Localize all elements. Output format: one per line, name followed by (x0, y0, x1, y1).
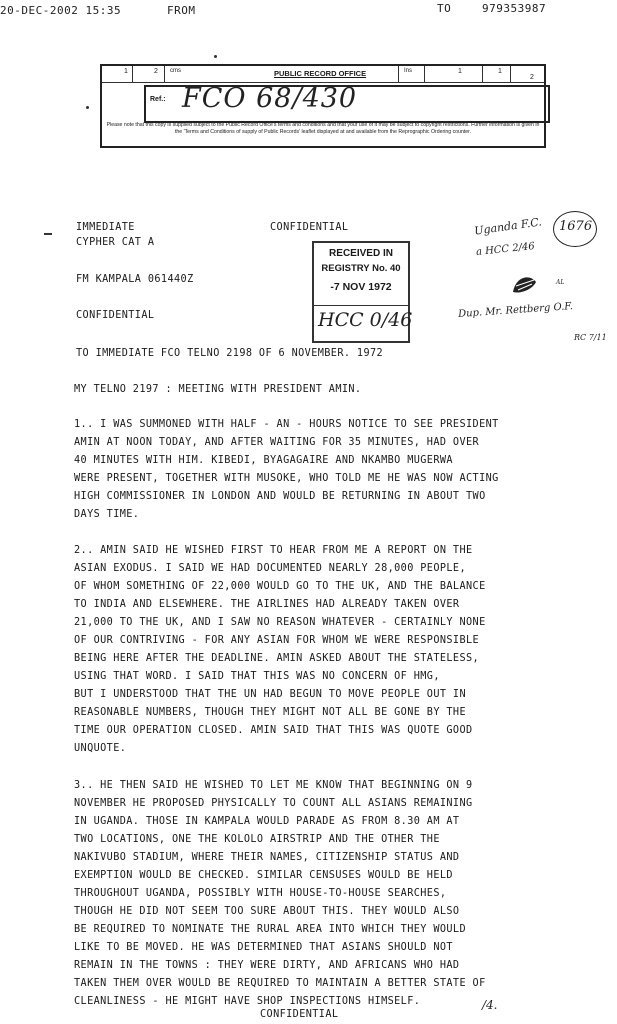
text-line: NAKIVUBO STADIUM, WHERE THEIR NAMES, CITIZENSHIP STATUS AND (74, 852, 460, 863)
text-line: BEING HERE AFTER THE DEADLINE. AMIN ASKED ABOUT THE STATELESS, (74, 653, 480, 664)
handwritten-scribble-icon (510, 272, 540, 298)
text-line: CLEANLINESS - HE MIGHT HAVE SHOP INSPECTIONS HIMSELF. (74, 996, 421, 1007)
page-continuation-marker: /4. (482, 998, 498, 1012)
text-line: TWO LOCATIONS, ONE THE KOLOLO AIRSTRIP AND THE OTHER THE (74, 834, 440, 845)
pro-cell-r3: 2 (530, 74, 534, 81)
text-line: EXEMPTION WOULD BE CHECKED. SIMILAR CENSUSES WOULD BE HELD (74, 870, 453, 881)
text-line: OF OUR CONTRIVING - FOR ANY ASIAN FOR WHOM WE WERE RESPONSIBLE (74, 635, 480, 646)
text-line: DAYS TIME. (74, 509, 140, 520)
received-in-label: RECEIVED IN (329, 248, 393, 259)
text-line: TO INDIA AND ELSEWHERE. THE AIRLINES HAD ALREADY TAKEN OVER (74, 599, 460, 610)
subject-line: MY TELNO 2197 : MEETING WITH PRESIDENT AMIN. (74, 384, 362, 395)
pro-ref-label: Ref.: (150, 96, 166, 103)
fax-to-number: 979353987 (482, 2, 547, 15)
text-line: AMIN AT NOON TODAY, AND AFTER WAITING FOR 35 MINUTES, HAD OVER (74, 437, 480, 448)
public-record-office-stamp (100, 64, 546, 148)
precedence: IMMEDIATE (76, 222, 135, 233)
classification-footer: CONFIDENTIAL (260, 1009, 339, 1020)
text-line: LIKE TO BE MOVED. HE WAS DETERMINED THAT ASIANS SHOULD NOT (74, 942, 453, 953)
classification-line: CONFIDENTIAL (76, 310, 155, 321)
pro-ins-label: Ins (404, 68, 413, 74)
text-line: IN UGANDA. THOSE IN KAMPALA WOULD PARADE AS FROM 8.30 AM AT (74, 816, 460, 827)
paragraph-3 (74, 777, 574, 1011)
text-line: REASONABLE NUMBERS, THOUGH THEY MIGHT NOT ALL BE GONE BY THE (74, 707, 467, 718)
text-line: 3.. HE THEN SAID HE WISHED TO LET ME KNOW THAT BEGINNING ON 9 (74, 780, 473, 791)
received-registry-stamp (312, 241, 413, 343)
text-line: OF WHOM SOMETHING OF 22,000 WOULD GO TO THE UK, AND THE BALANCE (74, 581, 486, 592)
registry-number: REGISTRY No. 40 (321, 263, 401, 274)
file-note: Uganda F.C. (473, 215, 543, 238)
text-line: 1.. I WAS SUMMONED WITH HALF - AN - HOURS NOTICE TO SEE PRESIDENT (74, 419, 499, 430)
text-line: BE REQUIRED TO NOMINATE THE RURAL AREA INTO WHICH THEY WOULD (74, 924, 467, 935)
pro-copyright-notice: Please note that this copy is supplied subject to the Public Record Office's terms and conditions and that your use of it may be subject to copyright restrictions. Further information is given in the 'Terms and Conditions of supply of Public Records' leaflet displayed at and available from the Reprographic Ordering counter. (106, 122, 540, 135)
text-line: USING THAT WORD. I SAID THAT THIS WAS NO CONCERN OF HMG, (74, 671, 440, 682)
paragraph-1 (74, 416, 574, 524)
text-line: NOVEMBER HE PROPOSED PHYSICALLY TO COUNT ALL ASIANS REMAINING (74, 798, 473, 809)
text-line: THROUGHOUT UGANDA, POSSIBLY WITH HOUSE-TO-HOUSE SEARCHES, (74, 888, 447, 899)
pro-cell-1: 1 (124, 68, 128, 75)
fax-from-label: FROM (167, 4, 196, 17)
text-line: ASIAN EXODUS. I SAID WE HAD DOCUMENTED NEARLY 28,000 PEOPLE, (74, 563, 467, 574)
text-line: BUT I UNDERSTOOD THAT THE UN HAD BEGUN TO MOVE PEOPLE OUT IN (74, 689, 467, 700)
minute-note: RC 7/11 (574, 333, 607, 342)
text-line: TIME OUR OPERATION CLOSED. AMIN SAID THAT THIS WAS QUOTE GOOD (74, 725, 473, 736)
text-line: HIGH COMMISSIONER IN LONDON AND WOULD BE RETURNING IN ABOUT TWO (74, 491, 486, 502)
pro-cms-label: cms (170, 68, 181, 74)
to-line: TO IMMEDIATE FCO TELNO 2198 OF 6 NOVEMBER. 1972 (76, 348, 384, 359)
received-date: -7 NOV 1972 (330, 281, 392, 293)
file-number: 1676 (559, 219, 593, 234)
file-reference: HCC 0/46 (318, 309, 413, 331)
classification-top: CONFIDENTIAL (270, 222, 349, 233)
paragraph-2 (74, 542, 574, 758)
cypher-category: CYPHER CAT A (76, 237, 155, 248)
initials: AL (556, 279, 565, 286)
pro-office-title: PUBLIC RECORD OFFICE (274, 69, 367, 78)
fax-to-label: TO (437, 2, 452, 15)
pro-cell-2: 2 (154, 68, 158, 75)
text-line: 2.. AMIN SAID HE WISHED FIRST TO HEAR FROM ME A REPORT ON THE (74, 545, 473, 556)
text-line: TAKEN THEM OVER WOULD BE REQUIRED TO MAINTAIN A BETTER STATE OF (74, 978, 486, 989)
text-line: REMAIN IN THE TOWNS : THEY WERE DIRTY, AND AFRICANS WHO HAD (74, 960, 460, 971)
text-line: 21,000 TO THE UK, AND I SAW NO REASON WHATEVER - CERTAINLY NONE (74, 617, 486, 628)
pro-stamp-top-row (102, 66, 544, 83)
text-line: 40 MINUTES WITH HIM. KIBEDI, BYAGAGAIRE AND NKAMBO MUGERWA (74, 455, 453, 466)
pro-reference-box (144, 85, 550, 123)
text-line: THOUGH HE DID NOT SEEM TOO SURE ABOUT THIS. THEY WOULD ALSO (74, 906, 460, 917)
fax-datetime: 20-DEC-2002 15:35 (0, 4, 122, 17)
pro-cell-r1: 1 (458, 68, 462, 75)
from-line: FM KAMPALA 061440Z (76, 274, 194, 285)
text-line: WERE PRESENT, TOGETHER WITH MUSOKE, WHO TOLD ME HE WAS NOW ACTING (74, 473, 499, 484)
action-note: Dup. Mr. Rettberg O.F. (457, 301, 574, 320)
file-note-2: a HCC 2/46 (475, 240, 536, 259)
text-line: UNQUOTE. (74, 743, 127, 754)
pro-ref-value: FCO 68/430 (182, 83, 358, 114)
pro-cell-r2: 1 (498, 68, 502, 75)
